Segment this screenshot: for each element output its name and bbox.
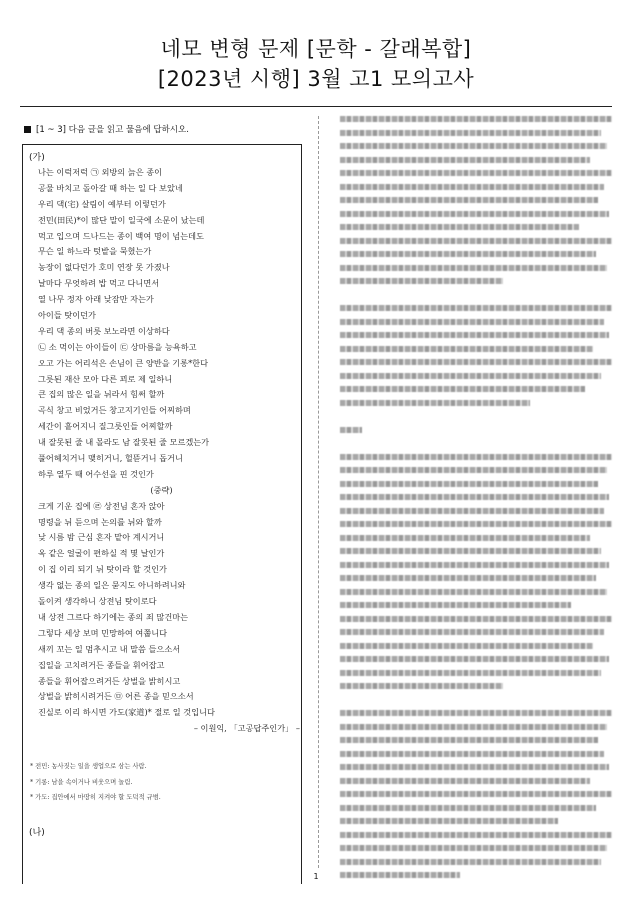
redacted-text-line <box>340 656 609 662</box>
redacted-text-line <box>340 373 601 379</box>
redacted-text-line <box>340 832 612 838</box>
redacted-text-line <box>340 494 609 500</box>
redacted-text-line <box>340 427 362 433</box>
redacted-text-line <box>340 211 609 217</box>
redacted-text-line <box>340 535 590 541</box>
poem-line: ㉡ 소 먹이는 아이들이 ㉢ 상마름을 능욕하고 <box>38 341 197 352</box>
poem-line: 나는 이럭저럭 ㉠ 외방의 늙은 종이 <box>38 167 163 177</box>
poem-line: 그렇다 세상 보며 민망하여 여쭙니다 <box>38 627 168 638</box>
redacted-text-line <box>340 710 612 716</box>
poem-line: 먹고 입으며 드나드는 종이 백여 명이 넘는데도 <box>38 230 204 241</box>
blurred-column <box>340 116 612 836</box>
poem-line: 그릇된 재산 모아 다른 꾀로 제 일하니 <box>38 373 173 384</box>
redacted-text-line <box>340 737 598 743</box>
poem-line: 곡식 창고 비었거든 창고지기인들 어찌하며 <box>38 405 191 416</box>
redacted-text-line <box>340 305 612 311</box>
passage-label-ga: (가) <box>29 153 45 163</box>
redacted-text-line <box>340 643 593 649</box>
redacted-text-line <box>340 224 579 230</box>
redacted-text-line <box>340 454 612 460</box>
redacted-text-line <box>340 265 607 271</box>
page-subtitle: [2023년 시행] 3월 고1 모의고사 <box>157 67 475 91</box>
redacted-text-line <box>340 400 530 406</box>
poem-line: 생각 없는 종의 일은 묻지도 아니하려니와 <box>38 580 186 591</box>
page-title: 네모 변형 문제 [문학 - 갈래복합] <box>160 37 472 61</box>
poem-line: 우리 댁(宅) 살림이 예부터 이렇던가 <box>38 198 166 209</box>
redacted-text-line <box>340 170 612 176</box>
footnotes <box>30 759 295 806</box>
page-number: 1 <box>313 872 319 881</box>
redacted-text-line <box>340 845 607 851</box>
redacted-text-line <box>340 197 598 203</box>
instruction-text: [1 ~ 3] 다음 글을 읽고 물음에 답하시오. <box>36 125 189 135</box>
poem-line: 종들을 휘어잡으려거든 상벌을 밝히시고 <box>38 675 181 686</box>
footnote: * 전민: 농사짓는 일을 생업으로 삼는 사람. <box>30 763 147 770</box>
redacted-text-line <box>340 791 612 797</box>
redacted-text-line <box>340 346 593 352</box>
redacted-text-line <box>340 751 604 757</box>
redacted-text-line <box>340 319 604 325</box>
header-divider <box>20 106 612 107</box>
redacted-text-line <box>340 805 596 811</box>
redacted-text-line <box>340 670 601 676</box>
redacted-text-line <box>340 251 596 257</box>
source-attribution: – 이원익, 「고공답주인가」 – <box>193 723 300 734</box>
poem-line: 돌이켜 생각하니 상전님 탓이로다 <box>38 596 157 607</box>
redacted-text-line <box>340 332 609 338</box>
poem-line: 하루 열두 때 어수선을 핀 것인가 <box>38 468 154 479</box>
poem-lines <box>38 165 300 737</box>
redacted-text-line <box>340 724 607 730</box>
redacted-text-line <box>340 508 604 514</box>
redacted-text-line <box>340 602 571 608</box>
redacted-text-line <box>340 683 503 689</box>
redacted-text-line <box>340 467 607 473</box>
poem-line: 옥 같은 얼굴이 편하실 적 몇 날인가 <box>38 548 165 559</box>
poem-line: 무슨 일 하느라 텃밭을 묵혔는가 <box>38 246 152 257</box>
poem-line: 명령을 뉘 듣으며 논의를 뉘와 할까 <box>38 516 162 527</box>
poem-line: 아이들 탓이던가 <box>38 310 96 321</box>
instruction <box>24 124 189 136</box>
redacted-text-line <box>340 116 612 122</box>
redacted-text-line <box>340 278 503 284</box>
poem-line: 세간이 흩어지니 질그릇인들 어찌할까 <box>38 421 173 432</box>
redacted-text-line <box>340 548 601 554</box>
redacted-text-line <box>340 818 558 824</box>
poem-line: 이 집 이리 되기 뉘 탓이라 할 것인가 <box>38 564 167 575</box>
passage-box <box>22 144 302 884</box>
poem-line: 내 잘못된 줄 내 몰라도 남 잘못된 줄 모르겠는가 <box>38 437 210 448</box>
redacted-text-line <box>340 629 604 635</box>
redacted-text-line <box>340 130 601 136</box>
poem-line: 새끼 꼬는 일 멈추시고 내 말씀 들으소서 <box>38 643 181 654</box>
poem-line: 내 상전 그르다 하기에는 종의 죄 많건마는 <box>38 611 189 622</box>
column-divider <box>318 116 319 868</box>
poem-line: 농장이 없다던가 호미 연장 못 가졌나 <box>38 262 170 273</box>
poem-line: 우리 댁 종의 버릇 보노라면 이상하다 <box>38 325 170 336</box>
redacted-text-line <box>340 238 612 244</box>
redacted-text-line <box>340 859 601 865</box>
poem-line: 낮 시름 밤 근심 혼자 맡아 계시거니 <box>38 532 165 543</box>
redacted-text-line <box>340 778 590 784</box>
omission-marker: (중략) <box>150 484 173 495</box>
redacted-text-line <box>340 521 612 527</box>
redacted-text-line <box>340 589 607 595</box>
poem-line: 전민(田民)*이 많단 말이 일국에 소문이 났는데 <box>38 214 205 225</box>
poem-line: 집일을 고치려거든 종들을 휘어잡고 <box>38 659 165 670</box>
redacted-text-line <box>340 157 590 163</box>
footnote: * 기롱: 남을 속이거나 비웃으며 놀림. <box>30 778 133 786</box>
poem-line: 공물 바치고 돌아갈 때 하는 일 다 보았네 <box>38 182 183 193</box>
redacted-text-line <box>340 575 596 581</box>
page-header <box>0 34 632 94</box>
redacted-text-line <box>340 562 609 568</box>
poem-line: 큰 집의 많은 일을 뉘라서 힘써 할까 <box>38 389 165 400</box>
redacted-text-line <box>340 481 598 487</box>
poem-line: 풀어헤치거니 맺히거니, 헐뜯거니 돕거니 <box>38 453 183 464</box>
poem-line: 열 나무 정자 아래 낮잠만 자는가 <box>38 294 154 305</box>
redacted-text-line <box>340 184 604 190</box>
square-bullet-icon <box>24 126 31 133</box>
redacted-text-line <box>340 143 607 149</box>
redacted-text-line <box>340 764 609 770</box>
redacted-text-line <box>340 616 612 622</box>
poem-line: 크게 기운 집에 ㉣ 상전님 혼자 앉아 <box>38 500 165 511</box>
redacted-text-line <box>340 359 612 365</box>
poem-line: 진실로 이리 하시면 가도(家道)* 절로 일 것입니다 <box>38 707 215 718</box>
footnote: * 가도: 집안에서 마땅히 지켜야 할 도덕적 규범. <box>30 794 161 801</box>
poem-line: 날마다 무엇하려 밥 먹고 다니면서 <box>38 278 160 289</box>
passage-label-na: (나) <box>29 828 45 838</box>
poem-line: 상벌을 밝히시려거든 ㉤ 어른 종을 믿으소서 <box>38 691 194 702</box>
redacted-text-line <box>340 386 585 392</box>
poem-line: 오고 가는 어리석은 손님이 큰 양반을 기롱*한다 <box>38 357 208 368</box>
